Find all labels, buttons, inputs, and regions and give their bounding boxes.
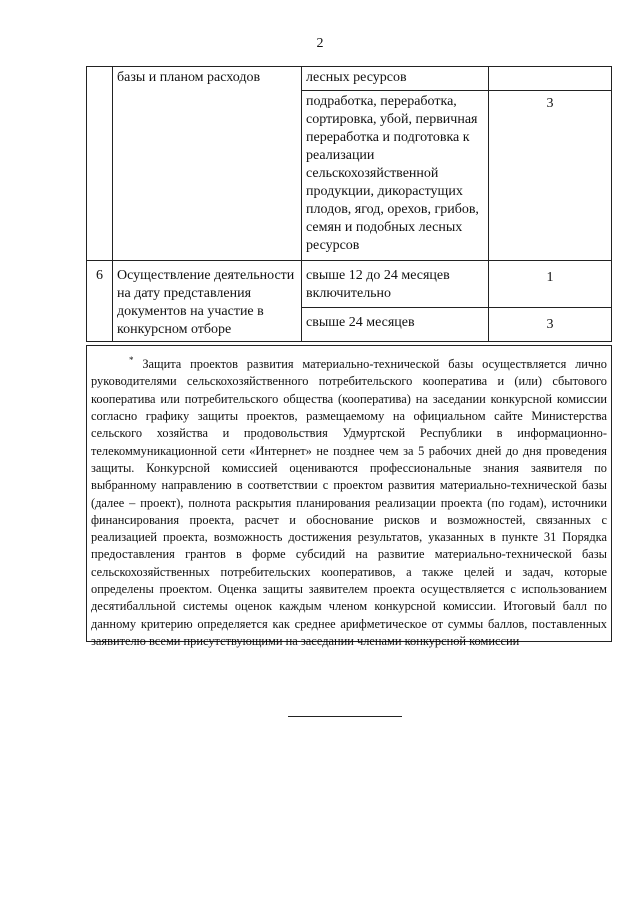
footnote-marker: * [129, 355, 134, 365]
table-row [87, 67, 612, 91]
option-cell: свыше 24 месяцев [302, 308, 489, 342]
criteria-table [86, 66, 612, 342]
score-cell: 3 [489, 308, 612, 342]
score-cell: 3 [489, 91, 612, 261]
row-number-cell: 6 [87, 261, 113, 342]
row-number-cell [87, 67, 113, 91]
table-row [87, 91, 612, 261]
option-cell: лесных ресурсов [302, 67, 489, 91]
option-cell: свыше 12 до 24 месяцев включительно [302, 261, 489, 308]
criterion-cell [113, 91, 302, 261]
closing-rule [288, 716, 402, 717]
footnote-text [91, 352, 607, 650]
footnote-box [86, 345, 612, 648]
table-row [87, 261, 612, 308]
option-cell: подработка, переработка, сортировка, убой, первичная переработка и подготовка к реализации сельскохозяйственной продукции, дикорастущих плодов, ягод, орехов, грибов, семян и подобных лесных ресурсов [302, 91, 489, 261]
criterion-cell: Осуществление деятельности на дату представления документов на участие в конкурсном отборе [113, 261, 302, 342]
score-cell [489, 67, 612, 91]
row-number-cell [87, 91, 113, 261]
footnote-body: Защита проектов развития материально-технической базы осуществляется лично руководителями сельскохозяйственного потребительского кооператива и (или) сбытового кооператива или потребительского общества (кооператива) на заседании конкурсной комиссии согласно графику защиты проектов, размещаемому на официальном сайте Министерства сельского хозяйства и продовольствия Удмуртской Республики в информационно-телекоммуникационной сети «Интернет» не позднее чем за 5 рабочих дней до дня проведения защиты. Конкурсной комиссией оцениваются профессиональные знания заявителя по выбранному направлению в соответствии с проектом развития материально-технической базы (далее – проект), полнота раскрытия планирования реализации проекта (по годам), источники финансирования проекта, расчет и обоснование рисков и возможностей, связанных с реализацией проекта, возможность достижения результатов, указанных в пункте 31 Порядка предоставления грантов в форме субсидий на развитие материально-технической базы сельскохозяйственных потребительских кооперативов, а также целей и задач, которые определены проектом. Оценка защиты заявителем проекта осуществляется с использованием десятибалльной системы оценок каждым членом конкурсной комиссии. Итоговый балл по данному критерию определяется как среднее арифметическое от суммы баллов, поставленных заявителю всеми присутствующими на заседании членами конкурсной комиссии [91, 357, 607, 648]
criterion-cell: базы и планом расходов [113, 67, 302, 91]
page-number: 2 [316, 36, 324, 51]
score-cell: 1 [489, 261, 612, 308]
